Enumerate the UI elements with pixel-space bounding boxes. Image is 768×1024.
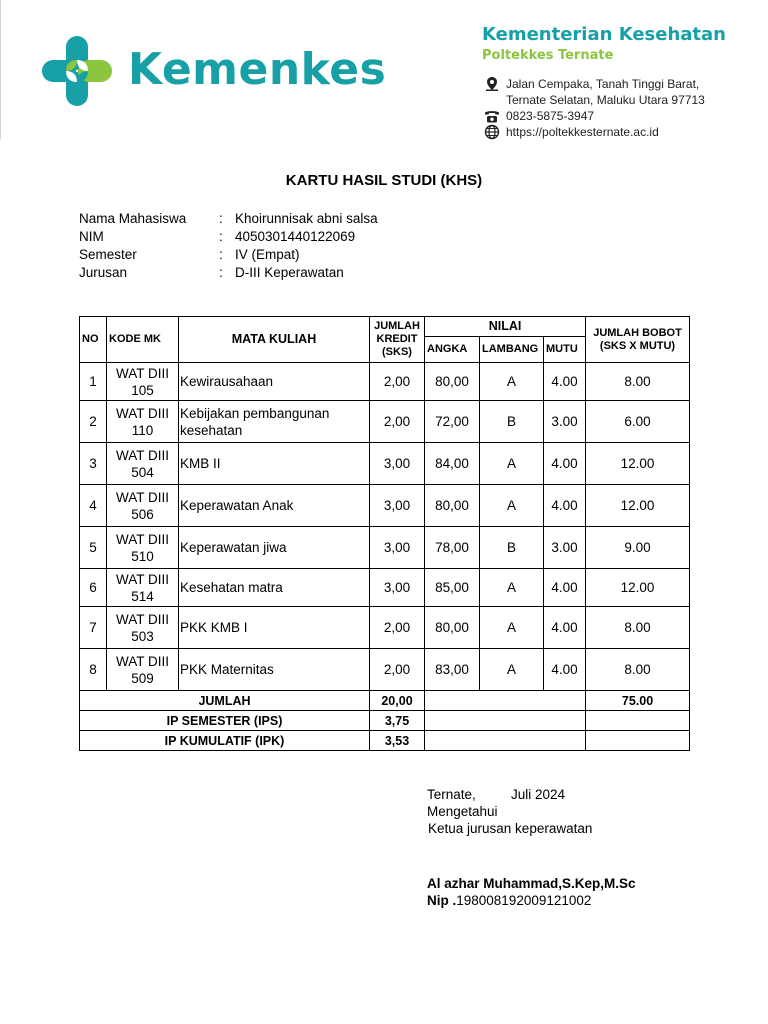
cell-mutu: 4.00: [544, 443, 586, 485]
cell-no: 7: [80, 607, 107, 649]
kode-line-2: 105: [131, 382, 154, 398]
cell-lambang: A: [480, 363, 544, 401]
website-link[interactable]: https://poltekkesternate.ac.id: [506, 125, 659, 139]
cell-sks: 3,00: [370, 443, 425, 485]
kode-line-2: 503: [131, 628, 154, 644]
cell-mata-kuliah: [179, 649, 370, 691]
cell-sks: 3,00: [370, 569, 425, 607]
header-jumlah-kredit: [370, 317, 425, 363]
mk-line-1: Kewirausahaan: [180, 374, 274, 389]
info-label: Nama Mahasiswa: [79, 211, 187, 226]
kode-line-1: WAT DIII: [116, 405, 169, 421]
cell-mata-kuliah: [179, 443, 370, 485]
signatory-nip: [427, 892, 636, 909]
cell-kode-mk: [107, 401, 179, 443]
cell-angka: 80,00: [425, 363, 480, 401]
page-edge-rule: [0, 0, 1, 140]
ips-nilai-empty: [425, 711, 586, 731]
table-row: [80, 485, 690, 527]
ipk-label: IP KUMULATIF (IPK): [80, 731, 370, 751]
signature-acknowledge: Mengetahui: [427, 804, 498, 819]
cell-sks: 2,00: [370, 401, 425, 443]
header-kredit-line-1: JUMLAH: [374, 320, 420, 332]
grades-table: [79, 316, 690, 751]
cell-bobot: 9.00: [586, 527, 690, 569]
header-kredit-line-3: (SKS): [382, 346, 412, 358]
cell-angka: 84,00: [425, 443, 480, 485]
info-label: Semester: [79, 247, 137, 262]
kode-line-1: WAT DIII: [116, 489, 169, 505]
table-row: [80, 443, 690, 485]
cell-mutu: 4.00: [544, 649, 586, 691]
cell-bobot: 12.00: [586, 569, 690, 607]
cell-sks: 2,00: [370, 649, 425, 691]
document-title: KARTU HASIL STUDI (KHS): [285, 172, 483, 189]
signature-block: [427, 786, 636, 909]
info-row-semester: [79, 246, 378, 264]
kemenkes-logo-icon: [40, 34, 114, 108]
table-row: [80, 401, 690, 443]
cell-lambang: B: [480, 527, 544, 569]
info-colon: :: [219, 211, 223, 226]
kode-line-1: WAT DIII: [116, 653, 169, 669]
kode-line-2: 510: [131, 548, 154, 564]
cell-mata-kuliah: [179, 569, 370, 607]
info-value: D-III Keperawatan: [235, 265, 344, 280]
mk-line-1: Kesehatan matra: [180, 580, 283, 595]
cell-kode-mk: [107, 649, 179, 691]
info-value: IV (Empat): [235, 247, 300, 262]
table-row: [80, 649, 690, 691]
cell-sks: 2,00: [370, 607, 425, 649]
contact-block: [484, 76, 705, 140]
ips-bobot-empty: [586, 711, 690, 731]
mk-line-1: KMB II: [180, 456, 221, 471]
mk-line-1: Kebijakan pembangunan: [180, 405, 330, 421]
cell-angka: 85,00: [425, 569, 480, 607]
mk-line-1: PKK KMB I: [180, 620, 248, 635]
jumlah-bobot: 75.00: [586, 691, 690, 711]
jumlah-nilai-empty: [425, 691, 586, 711]
ipk-value: 3,53: [370, 731, 425, 751]
info-label: Jurusan: [79, 265, 128, 280]
cell-kode-mk: [107, 527, 179, 569]
cell-mata-kuliah: [179, 401, 370, 443]
globe-icon: [484, 124, 500, 140]
cell-mata-kuliah: [179, 363, 370, 401]
cell-mata-kuliah: [179, 527, 370, 569]
cell-lambang: A: [480, 649, 544, 691]
cell-mutu: 4.00: [544, 569, 586, 607]
cell-kode-mk: [107, 485, 179, 527]
ipk-row: [80, 731, 690, 751]
signatory-name: Al azhar Muhammad,S.Kep,M.Sc: [427, 876, 636, 891]
address-line-2: Ternate Selatan, Maluku Utara 97713: [506, 93, 705, 107]
cell-kode-mk: [107, 607, 179, 649]
jumlah-label: JUMLAH: [80, 691, 370, 711]
header-kode-mk: KODE MK: [107, 317, 179, 363]
kode-line-1: WAT DIII: [116, 365, 169, 381]
signature-place: Ternate,: [427, 787, 476, 802]
cell-angka: 83,00: [425, 649, 480, 691]
header-nilai: NILAI: [425, 317, 586, 337]
address-line-1: Jalan Cempaka, Tanah Tinggi Barat,: [506, 77, 700, 91]
nip-label: Nip .: [427, 893, 457, 908]
kode-line-1: WAT DIII: [116, 447, 169, 463]
sub-institution-name: Poltekkes Ternate: [482, 48, 614, 63]
info-row-nim: [79, 228, 378, 246]
cell-angka: 80,00: [425, 485, 480, 527]
website-row: [484, 124, 705, 140]
info-row-name: [79, 210, 378, 228]
cell-no: 2: [80, 401, 107, 443]
cell-sks: 3,00: [370, 485, 425, 527]
ips-label: IP SEMESTER (IPS): [80, 711, 370, 731]
ipk-bobot-empty: [586, 731, 690, 751]
phone-row: [484, 108, 705, 124]
header-bobot-line-1: JUMLAH BOBOT: [593, 326, 682, 339]
kode-line-1: WAT DIII: [116, 611, 169, 627]
cell-lambang: A: [480, 607, 544, 649]
table-row: [80, 607, 690, 649]
cell-no: 1: [80, 363, 107, 401]
info-value: 4050301440122069: [235, 229, 356, 244]
kode-line-1: WAT DIII: [116, 531, 169, 547]
cell-no: 4: [80, 485, 107, 527]
cell-lambang: A: [480, 485, 544, 527]
student-info: [79, 210, 378, 282]
cell-bobot: 8.00: [586, 363, 690, 401]
mk-line-2: kesehatan: [180, 422, 243, 438]
cell-angka: 78,00: [425, 527, 480, 569]
ips-row: [80, 711, 690, 731]
nip-value: 198008192009121002: [456, 893, 592, 908]
info-row-jurusan: [79, 264, 378, 282]
kode-line-2: 504: [131, 464, 154, 480]
cell-kode-mk: [107, 443, 179, 485]
table-header-row: [80, 317, 690, 337]
cell-sks: 3,00: [370, 527, 425, 569]
cell-bobot: 8.00: [586, 649, 690, 691]
institution-block: [482, 24, 726, 63]
cell-angka: 80,00: [425, 607, 480, 649]
cell-kode-mk: [107, 363, 179, 401]
table-row: [80, 363, 690, 401]
telephone-icon: [484, 108, 500, 124]
brand-wordmark: Kemenkes: [128, 44, 387, 95]
header-kredit-line-2: KREDIT: [376, 333, 418, 345]
kode-line-2: 514: [131, 588, 154, 604]
cell-no: 6: [80, 569, 107, 607]
phone-number: 0823-5875-3947: [506, 109, 595, 123]
header-mutu: MUTU: [544, 337, 586, 363]
location-pin-icon: [484, 76, 500, 92]
info-value: Khoirunnisak abni salsa: [235, 211, 378, 226]
cell-mutu: 3.00: [544, 401, 586, 443]
header-mata-kuliah: MATA KULIAH: [179, 317, 370, 363]
cell-lambang: A: [480, 569, 544, 607]
cell-bobot: 12.00: [586, 485, 690, 527]
signature-position: Ketua jurusan keperawatan: [428, 821, 593, 836]
cell-no: 3: [80, 443, 107, 485]
kode-line-2: 506: [131, 506, 154, 522]
info-colon: :: [219, 247, 223, 262]
cell-mata-kuliah: [179, 607, 370, 649]
cell-sks: 2,00: [370, 363, 425, 401]
header-jumlah-bobot: [586, 317, 690, 363]
table-row: [80, 527, 690, 569]
header-bobot-line-2: (SKS X MUTU): [599, 339, 676, 352]
address-row: [484, 76, 705, 92]
cell-mutu: 4.00: [544, 607, 586, 649]
kode-line-2: 110: [131, 422, 154, 438]
jumlah-sks: 20,00: [370, 691, 425, 711]
mk-line-1: PKK Maternitas: [180, 662, 274, 677]
info-label: NIM: [79, 229, 104, 244]
cell-bobot: 6.00: [586, 401, 690, 443]
ips-value: 3,75: [370, 711, 425, 731]
cell-bobot: 12.00: [586, 443, 690, 485]
header-lambang: LAMBANG: [480, 337, 544, 363]
cell-kode-mk: [107, 569, 179, 607]
ipk-nilai-empty: [425, 731, 586, 751]
table-row: [80, 569, 690, 607]
cell-mutu: 4.00: [544, 485, 586, 527]
signature-date-line: [427, 786, 636, 803]
jumlah-row: [80, 691, 690, 711]
header-no: NO: [80, 317, 107, 363]
cell-mata-kuliah: [179, 485, 370, 527]
cell-bobot: 8.00: [586, 607, 690, 649]
cell-lambang: A: [480, 443, 544, 485]
cell-lambang: B: [480, 401, 544, 443]
kode-line-2: 509: [131, 670, 154, 686]
info-colon: :: [219, 229, 223, 244]
kode-line-1: WAT DIII: [116, 571, 169, 587]
mk-line-1: Keperawatan jiwa: [180, 540, 287, 555]
cell-angka: 72,00: [425, 401, 480, 443]
header-angka: ANGKA: [425, 337, 480, 363]
mk-line-1: Keperawatan Anak: [180, 498, 294, 513]
info-colon: :: [219, 265, 223, 280]
cell-mutu: 4.00: [544, 363, 586, 401]
cell-no: 8: [80, 649, 107, 691]
institution-name: Kementerian Kesehatan: [482, 24, 726, 45]
cell-mutu: 3.00: [544, 527, 586, 569]
cell-no: 5: [80, 527, 107, 569]
signature-date: Juli 2024: [511, 787, 566, 802]
